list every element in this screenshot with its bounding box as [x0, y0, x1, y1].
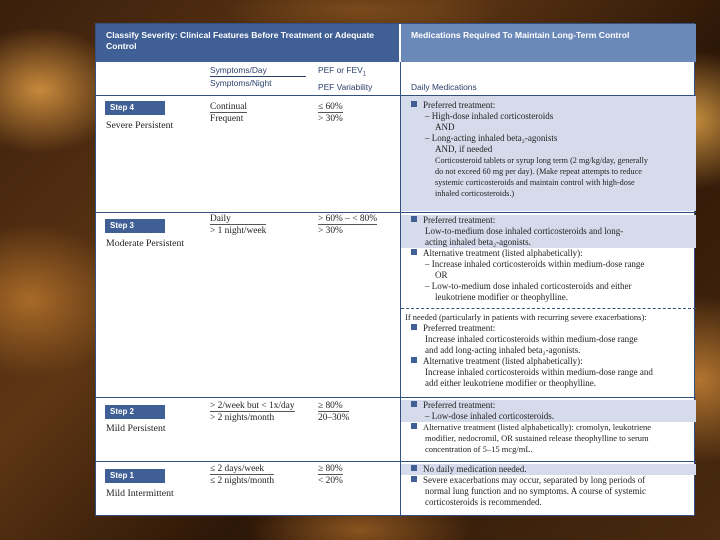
med-line: – Low-to-medium dose inhaled corticosteroids and either — [425, 281, 632, 291]
med-line: No daily medication needed. — [411, 464, 690, 475]
col-daily-meds: Daily Medications — [411, 82, 477, 92]
step-4-label: Step 4 — [105, 101, 165, 115]
step-4-pef — [318, 101, 343, 125]
step-3-day: Daily — [210, 213, 266, 225]
med-line: Preferred treatment: — [411, 400, 690, 411]
bullet-square-icon — [411, 216, 417, 222]
col-pef-label: PEF or FEV — [318, 65, 363, 75]
med-line: – High-dose inhaled corticosteroids — [425, 111, 554, 121]
med-line: Increase inhaled corticosteroids within medium-dose range — [425, 334, 638, 344]
col-pef — [318, 64, 398, 93]
step-3-night: > 1 night/week — [210, 226, 267, 236]
med-line: Corticosteroid tablets or syrup long term (2 mg/kg/day, generally — [435, 156, 648, 165]
step-1-night: ≤ 2 nights/month — [210, 476, 275, 486]
bullet-square-icon — [411, 249, 417, 255]
med-line: OR — [435, 270, 448, 280]
header-medications: Medications Required To Maintain Long-Term Control — [401, 24, 696, 62]
step-1-symptoms — [210, 463, 274, 487]
col-symptoms-day: Symptoms/Day — [210, 64, 306, 77]
bullet-square-icon — [411, 324, 417, 330]
step-3-pef — [318, 213, 377, 237]
med-line: Increase inhaled corticosteroids within medium-dose range and — [425, 367, 653, 377]
med-line: Preferred treatment: — [411, 100, 690, 111]
med-line: inhaled corticosteroids.) — [435, 189, 515, 198]
med-line: – Increase inhaled corticosteroids within medium-dose range — [425, 259, 645, 269]
col-symptoms-night: Symptoms/Night — [210, 78, 272, 88]
med-line: AND — [435, 122, 455, 132]
med-line: Low-to-medium dose inhaled corticosteroids and long- — [425, 226, 624, 236]
step-2-variability: 20–30% — [318, 413, 350, 423]
med-line: acting inhaled beta₂-agonists. — [425, 237, 531, 247]
bullet-square-icon — [411, 357, 417, 363]
step-1-day: ≤ 2 days/week — [210, 463, 274, 475]
asthma-treatment-table — [95, 23, 695, 516]
step-2-symptoms — [210, 400, 295, 424]
med-line: add either leukotriene modifier or theophylline. — [425, 378, 596, 388]
med-line: Preferred treatment: — [411, 323, 690, 334]
med-line: Severe exacerbations may occur, separated by long periods of — [411, 475, 690, 486]
step-3-dashed-divider — [401, 308, 696, 309]
step-4-medications — [401, 96, 696, 211]
bullet-square-icon — [411, 476, 417, 482]
step-4-night: Frequent — [210, 114, 244, 124]
step-4-variability: > 30% — [318, 114, 343, 124]
step-3-symptoms — [210, 213, 266, 237]
col-pef-sub: 1 — [362, 71, 367, 78]
med-line: modifier, nedocromil, OR sustained release theophylline to serum — [425, 433, 649, 443]
med-line: Alternative treatment (listed alphabetically): cromolyn, leukotriene — [411, 422, 690, 433]
step-4-day: Continual — [210, 102, 247, 112]
step-2-day: > 2/week but < 1x/day — [210, 401, 295, 411]
bullet-square-icon — [411, 401, 417, 407]
med-line: normal lung function and no symptoms. A course of systemic — [425, 486, 646, 496]
bullet-square-icon — [411, 101, 417, 107]
med-line: Preferred treatment: — [411, 215, 690, 226]
step-3-variability: > 30% — [318, 226, 343, 236]
med-line: – Long-acting inhaled beta₂-agonists — [425, 133, 558, 143]
med-line: Alternative treatment (listed alphabetically): — [411, 356, 690, 367]
med-line: leukotriene modifier or theophylline. — [435, 292, 568, 302]
med-line: systemic corticosteroids and maintain control with high-dose — [435, 178, 635, 187]
step-2-medications — [401, 398, 696, 460]
header-classify-severity: Classify Severity: Clinical Features Before Treatment or Adequate Control — [96, 24, 400, 62]
step-3-pef-value: > 60% – < 80% — [318, 214, 378, 224]
med-line: concentration of 5–15 mcg/mL. — [425, 444, 533, 454]
step-1-variability: < 20% — [318, 476, 343, 486]
col-symptoms — [210, 64, 306, 89]
step-1-name: Mild Intermittent — [106, 488, 174, 499]
med-line: – Low-dose inhaled corticosteroids. — [425, 411, 554, 421]
step-2-pef — [318, 400, 349, 424]
med-line: do not exceed 60 mg per day). (Make repeat attempts to reduce — [435, 167, 642, 176]
bullet-square-icon — [411, 465, 417, 471]
med-line: If needed (particularly in patients with recurring severe exacerbations): — [405, 312, 647, 322]
step-2-pef-value: ≥ 80% — [318, 400, 349, 412]
step-3-medications — [401, 213, 696, 307]
step-4-symptoms — [210, 101, 247, 125]
step-2-night: > 2 nights/month — [210, 413, 275, 423]
step-1-pef-value: ≥ 80% — [318, 464, 343, 474]
med-line: corticosteroids is recommended. — [425, 497, 542, 507]
step-1-label: Step 1 — [105, 469, 165, 483]
med-line: AND, if needed — [435, 144, 493, 154]
step-1-medications — [401, 462, 696, 517]
col-pef-variability: PEF Variability — [318, 81, 373, 92]
step-2-label: Step 2 — [105, 405, 165, 419]
step-3-name: Moderate Persistent — [106, 238, 185, 249]
med-line: Alternative treatment (listed alphabetically): — [411, 248, 690, 259]
med-line: and add long-acting inhaled beta₂-agonists. — [425, 345, 581, 355]
step-4-name: Severe Persistent — [106, 120, 174, 131]
bullet-square-icon — [411, 423, 417, 429]
step-2-name: Mild Persistent — [106, 423, 166, 434]
step-4-pef-value: ≤ 60% — [318, 102, 343, 112]
step-3-label: Step 3 — [105, 219, 165, 233]
step-1-pef — [318, 463, 343, 487]
